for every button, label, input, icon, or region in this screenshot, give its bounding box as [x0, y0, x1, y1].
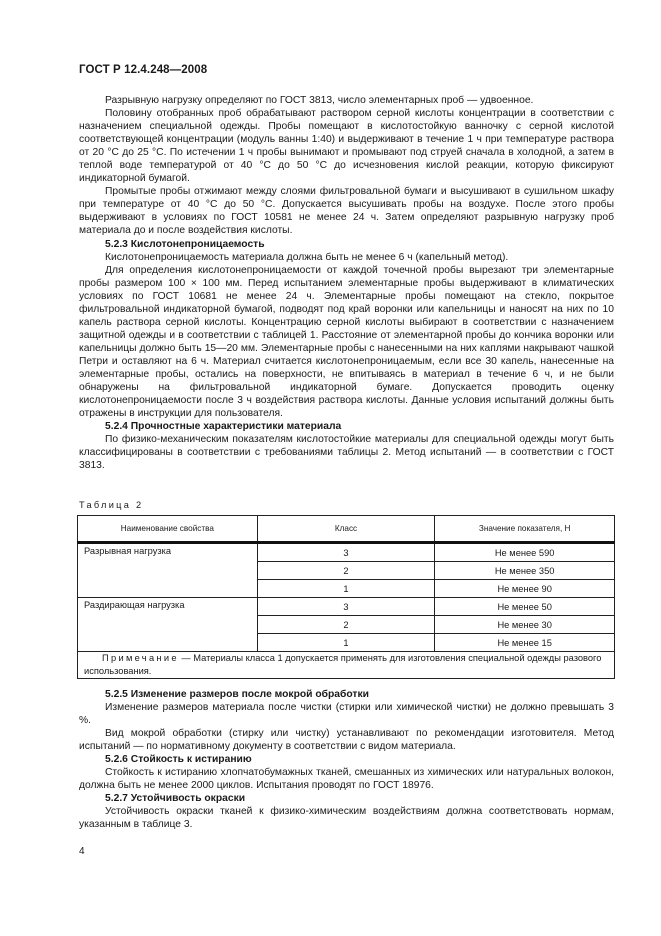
section-heading-5-2-7: 5.2.7 Устойчивость окраски: [105, 793, 246, 805]
page-number: 4: [79, 846, 85, 857]
property-name: Разрывная нагрузка: [78, 543, 258, 598]
value-cell: Не менее 15: [435, 634, 615, 652]
class-cell: 1: [257, 580, 435, 598]
body-section-bottom: [79, 688, 614, 832]
properties-table: [77, 515, 615, 679]
body-section-top: [79, 94, 614, 472]
paragraph: Вид мокрой обработки (стирку или чистку) устанавливают по рекомендации изготовителя. Метод испытаний — по нормативному документу в соответствии с видом материала.: [79, 728, 614, 753]
column-header: Наименование свойства: [78, 516, 258, 543]
table-row: [78, 543, 615, 562]
table-note: [78, 652, 615, 679]
paragraph: Для определения кислотонепроницаемости от каждой точечной пробы вырезают три элементарные пробы размером 100 × 100 мм. Перед испытанием элементарные пробы выдерживают в климатических условиях по ГОСТ 10681 не менее 24 ч. Элементарные пробы помещают на стекло, покрытое фильтровальной индикаторной бумагой, подводят под край воронки или капельницы и наносят на них по 10 капель раствора серной кислоты. Концентрацию серной кислоты выбирают в соответствии с назначением защитной одежды и в соответствии с таблицей 1. Расстояние от элементарной пробы до кончика воронки или капельницы должно быть 15—20 мм. Элементарные пробы с нанесенными на них каплями накрывают чашкой Петри и оставляют на 6 ч. Материал считается кислотонепроницаемым, если все 30 капель, нанесенные на элементарные пробы, остались на поверхности, не впитываясь в материал в течение 6 ч, и не были обнаружены на фильтровальной индикаторной бумаге. Допускается проводить оценку кислотонепроницаемости после 3 ч воздействия раствора кислоты. Данные условия испытаний должны быть отражены в инструкции для пользователя.: [79, 264, 614, 420]
class-cell: 1: [257, 634, 435, 652]
document-header: ГОСТ Р 12.4.248—2008: [79, 64, 208, 76]
section-heading-5-2-5: 5.2.5 Изменение размеров после мокрой обработки: [105, 689, 369, 700]
value-cell: Не менее 590: [435, 543, 615, 562]
table-row: [78, 598, 615, 616]
paragraph: Разрывную нагрузку определяют по ГОСТ 3813, число элементарных проб — удвоенное.: [105, 95, 534, 106]
class-cell: 2: [257, 562, 435, 580]
table-caption: Таблица 2: [79, 500, 144, 510]
value-cell: Не менее 90: [435, 580, 615, 598]
table-note-row: [78, 652, 615, 679]
note-label: Примечание: [102, 653, 179, 663]
class-cell: 3: [257, 543, 435, 562]
paragraph: Устойчивость окраски тканей к физико-химическим воздействиям должна соответствовать нормам, указанным в таблице 3.: [79, 806, 614, 831]
class-cell: 3: [257, 598, 435, 616]
table-header-row: [78, 516, 615, 543]
paragraph: Стойкость к истиранию хлопчатобумажных тканей, смешанных из химических или натуральных волокон, должна быть не менее 2000 циклов. Испытания проводят по ГОСТ 18976.: [79, 767, 614, 792]
paragraph: Изменение размеров материала после чистки (стирки или химической чистки) не должно превышать 3 %.: [79, 702, 614, 727]
paragraph: Кислотонепроницаемость материала должна быть не менее 6 ч (капельный метод).: [105, 251, 509, 263]
column-header: Значение показателя, Н: [435, 516, 615, 543]
note-text: — Материалы класса 1 допускается применять для изготовления специальной одежды разового использования.: [84, 653, 602, 676]
paragraph: Промытые пробы отжимают между слоями фильтровальной бумаги и высушивают в сушильном шкафу при температуре от 40 °C до 50 °C. Допускается высушивать пробы на воздухе. После этого пробы выдерживают в условиях по ГОСТ 10581 не менее 24 ч. Затем определяют разрывную нагрузку проб материала до и после воздействия кислоты.: [79, 186, 614, 237]
column-header: Класс: [257, 516, 435, 543]
value-cell: Не менее 50: [435, 598, 615, 616]
value-cell: Не менее 30: [435, 616, 615, 634]
class-cell: 2: [257, 616, 435, 634]
value-cell: Не менее 350: [435, 562, 615, 580]
section-heading-5-2-3: 5.2.3 Кислотонепроницаемость: [105, 238, 265, 250]
property-name: Раздирающая нагрузка: [78, 598, 258, 652]
paragraph: По физико-механическим показателям кислотостойкие материалы для специальной одежды могут быть классифицированы в соответствии с требованиями таблицы 2. Метод испытаний — в соответствии с ГОСТ 3813.: [79, 434, 614, 472]
paragraph: Половину отобранных проб обрабатывают раствором серной кислоты концентрации в соответствии с назначением специальной одежды. Пробы помещают в кислотостойкую ванночку с серной кислотой соответствующей концентрации (модуль ванны 1:40) и выдерживают в течение 1 ч при температуре раствора от 20 °C до 25 °C. По истечении 1 ч пробы вынимают и промывают под струей сначала в холодной, а затем в теплой воде температурой от 40 °C до 50 °C до исчезновения кислой реакции, которую фиксируют индикаторной бумагой.: [79, 108, 614, 185]
section-heading-5-2-4: 5.2.4 Прочностные характеристики материала: [105, 421, 342, 433]
section-heading-5-2-6: 5.2.6 Стойкость к истиранию: [105, 754, 252, 766]
